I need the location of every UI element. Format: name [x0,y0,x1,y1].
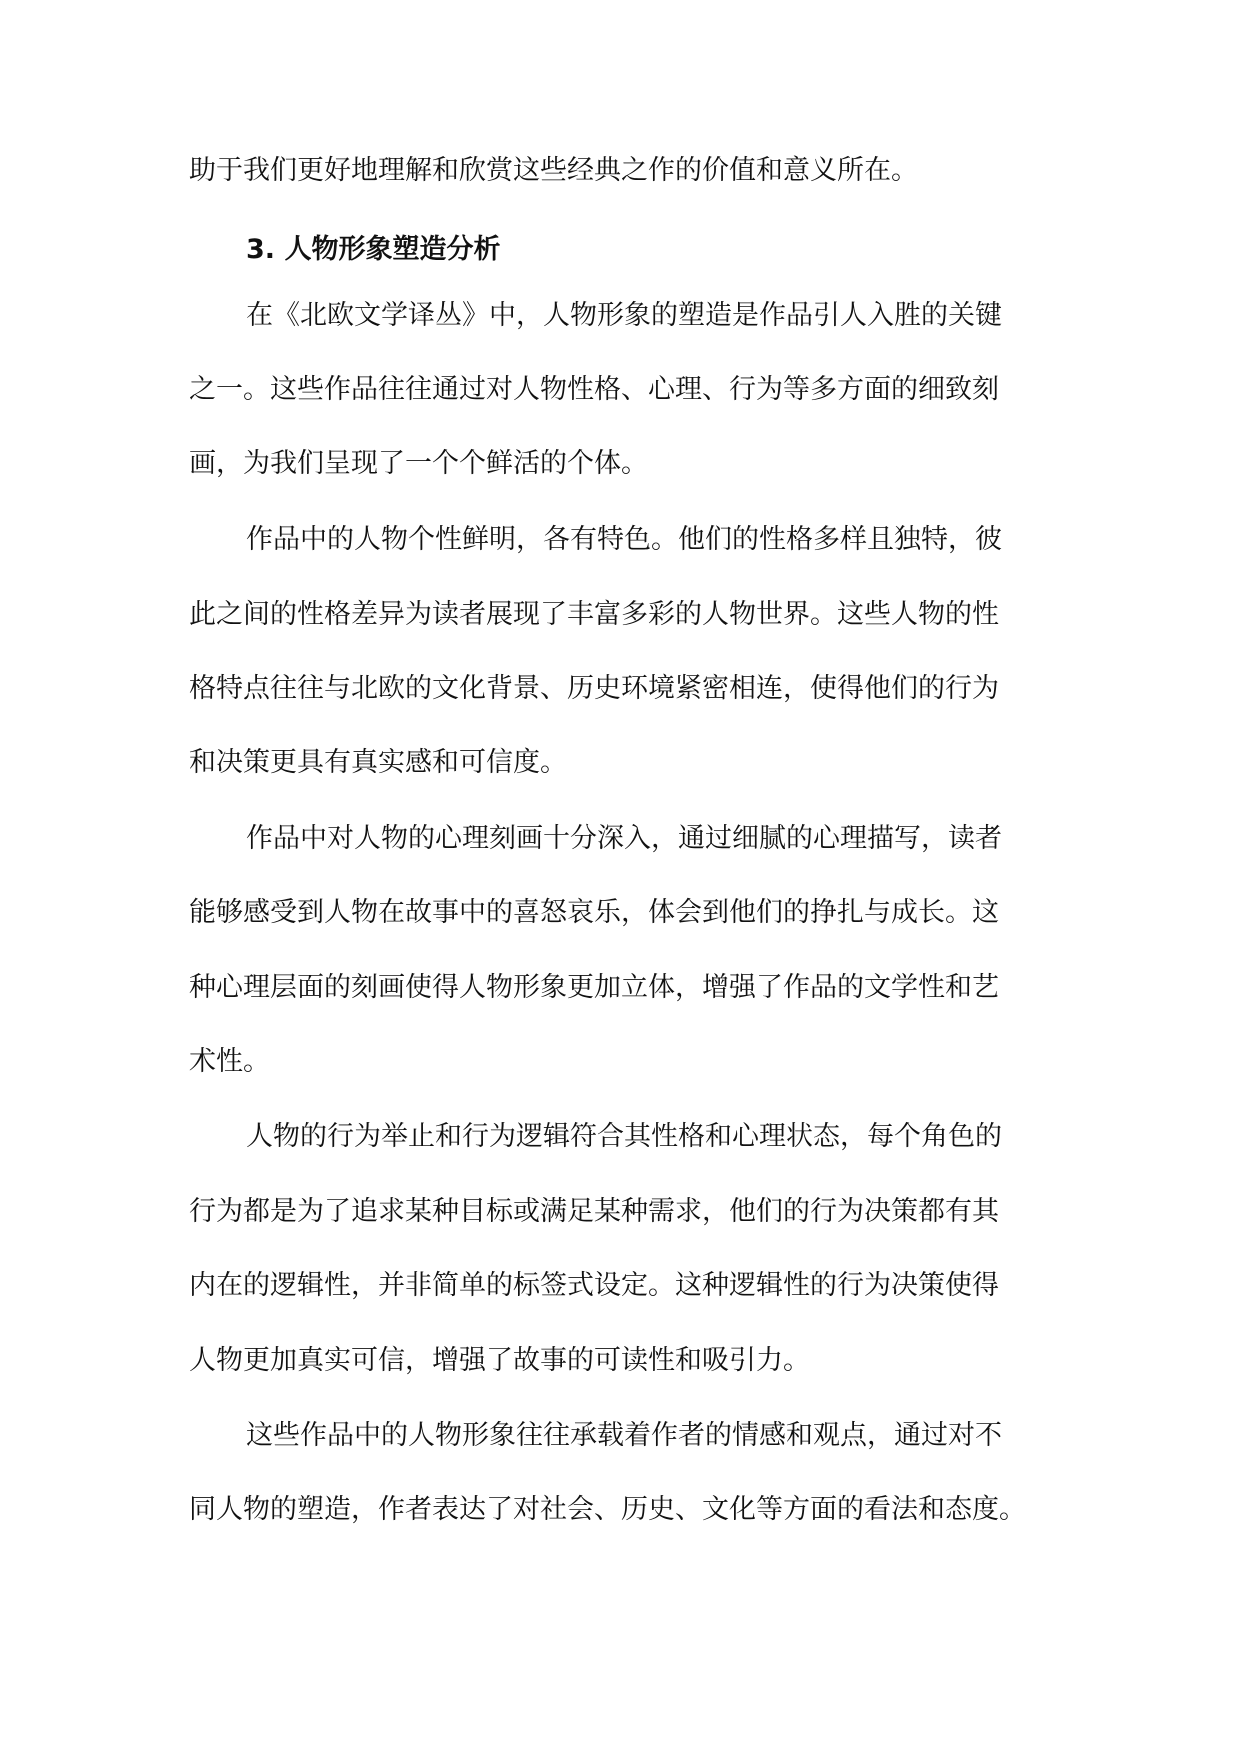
text-line: 在《北欧文学译丛》中，人物形象的塑造是作品引人入胜的关键 [246,300,1002,331]
text-line: 画，为我们呈现了一个个鲜活的个体。 [189,448,648,479]
text-line: 术性。 [189,1046,270,1077]
text-line: 作品中的人物个性鲜明，各有特色。他们的性格多样且独特，彼 [246,524,1002,555]
text-line: 和决策更具有真实感和可信度。 [189,747,567,778]
text-line: 此之间的性格差异为读者展现了丰富多彩的人物世界。这些人物的性 [189,599,999,630]
section-heading: 3. 人物形象塑造分析 [246,234,501,265]
text-line: 人物更加真实可信，增强了故事的可读性和吸引力。 [189,1345,810,1376]
text-line: 作品中对人物的心理刻画十分深入，通过细腻的心理描写，读者 [246,823,1002,854]
text-line: 助于我们更好地理解和欣赏这些经典之作的价值和意义所在。 [189,155,918,186]
text-line: 内在的逻辑性，并非简单的标签式设定。这种逻辑性的行为决策使得 [189,1270,999,1301]
text-line: 人物的行为举止和行为逻辑符合其性格和心理状态，每个角色的 [246,1121,1002,1152]
text-line: 同人物的塑造，作者表达了对社会、历史、文化等方面的看法和态度。 [189,1494,1026,1525]
text-line: 之一。这些作品往往通过对人物性格、心理、行为等多方面的细致刻 [189,374,999,405]
text-line: 行为都是为了追求某种目标或满足某种需求，他们的行为决策都有其 [189,1196,999,1227]
text-line: 格特点往往与北欧的文化背景、历史环境紧密相连，使得他们的行为 [189,673,999,704]
text-line: 这些作品中的人物形象往往承载着作者的情感和观点，通过对不 [246,1420,1002,1451]
text-line: 种心理层面的刻画使得人物形象更加立体，增强了作品的文学性和艺 [189,972,999,1003]
text-line: 能够感受到人物在故事中的喜怒哀乐，体会到他们的挣扎与成长。这 [189,897,999,928]
